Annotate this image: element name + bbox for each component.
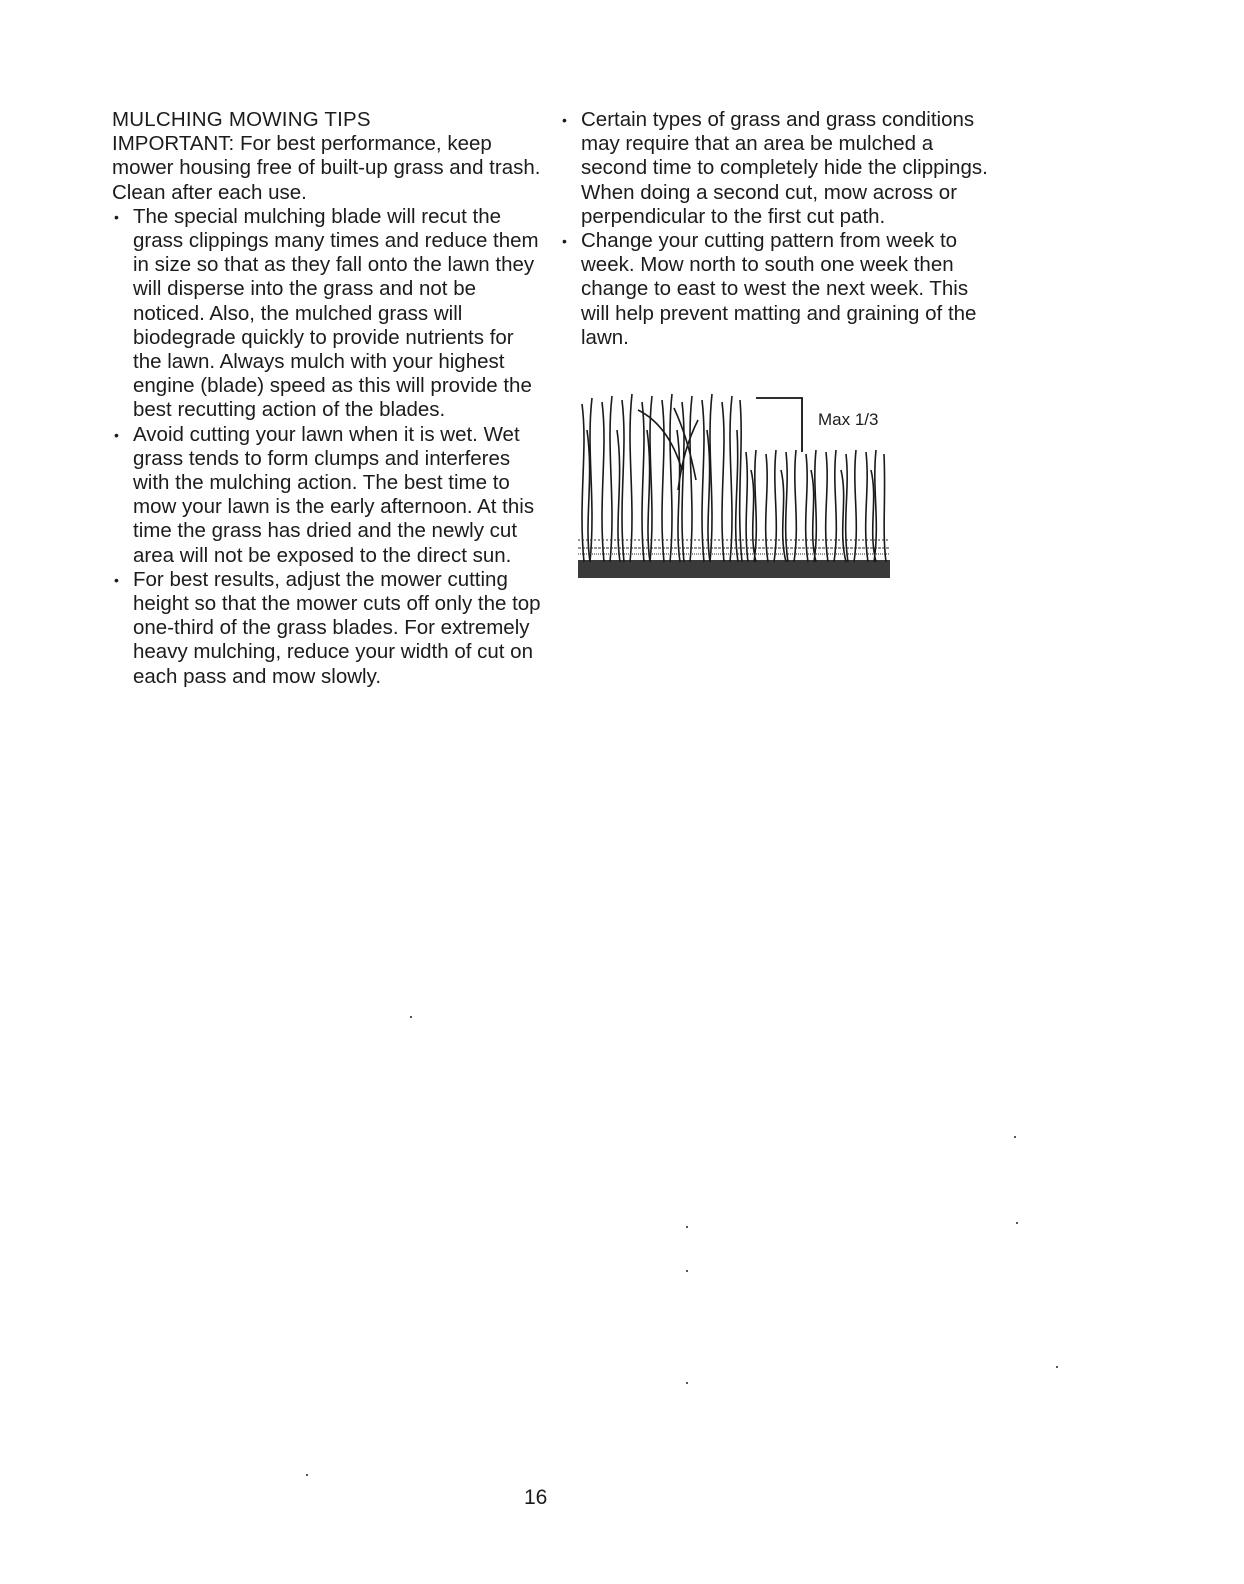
figure-label: Max 1/3 [818, 410, 879, 429]
scan-speck [306, 1474, 308, 1476]
bullet-text: Change your cutting pattern from week to week. Mow north to south one week then change to east to west the next week. This will help prevent matting and graining of the lawn. [581, 229, 977, 349]
scan-speck [686, 1270, 688, 1272]
important-text: For best performance, keep mower housing free of built-up grass and trash. Clean after each use. [112, 132, 541, 204]
bullet-text: Avoid cutting your lawn when it is wet. Wet grass tends to form clumps and interferes with the mulching action. The best time to mow your lawn is the early afternoon. At this time the grass has dried and the newly cut area will not be exposed to the direct sun. [133, 422, 535, 567]
scan-speck [1016, 1222, 1018, 1224]
right-bullet-list [560, 108, 990, 350]
right-column [560, 108, 990, 350]
list-item [560, 108, 990, 229]
bullet-icon: • [114, 571, 119, 588]
left-bullet-list [112, 205, 542, 689]
page-number: 16 [524, 1486, 548, 1509]
short-grass [746, 450, 886, 562]
scan-speck [1056, 1366, 1058, 1368]
list-item [112, 568, 542, 689]
bullet-icon: • [114, 208, 119, 225]
scan-speck [1014, 1136, 1016, 1138]
left-column [112, 108, 542, 689]
important-label: IMPORTANT: [112, 132, 235, 156]
bullet-text: For best results, adjust the mower cutting height so that the mower cuts off only the top one-third of the grass blades. For extremely heavy mulching, reduce your width of cut on each pass and mow slowly. [133, 567, 541, 688]
list-item [112, 205, 542, 423]
important-note [112, 132, 542, 205]
tall-grass [582, 394, 742, 562]
bullet-text: The special mulching blade will recut the grass clippings many times and reduce them in size so that as they fall onto the lawn they will disperse into the grass and not be noticed. Also, the mulched grass will biodegrade quickly to provide nutrients for the lawn. Always mulch with your highest engine (blade) speed as this will provide the best recutting action of the blades. [133, 204, 539, 422]
section-heading: MULCHING MOWING TIPS [112, 108, 371, 131]
list-item [112, 423, 542, 568]
max-height-bracket [756, 398, 802, 452]
scan-speck [686, 1226, 688, 1228]
scan-speck [410, 1016, 412, 1018]
bullet-icon: • [562, 112, 567, 128]
bullet-icon: • [114, 426, 119, 443]
list-item [560, 229, 990, 350]
bullet-text: Certain types of grass and grass conditions may require that an area be mulched a second time to completely hide the clippings. When doing a second cut, mow across or perpendicular to the first cut path. [581, 108, 988, 228]
ground-band [578, 560, 890, 578]
bullet-icon: • [562, 233, 567, 250]
scan-speck [686, 1382, 688, 1384]
